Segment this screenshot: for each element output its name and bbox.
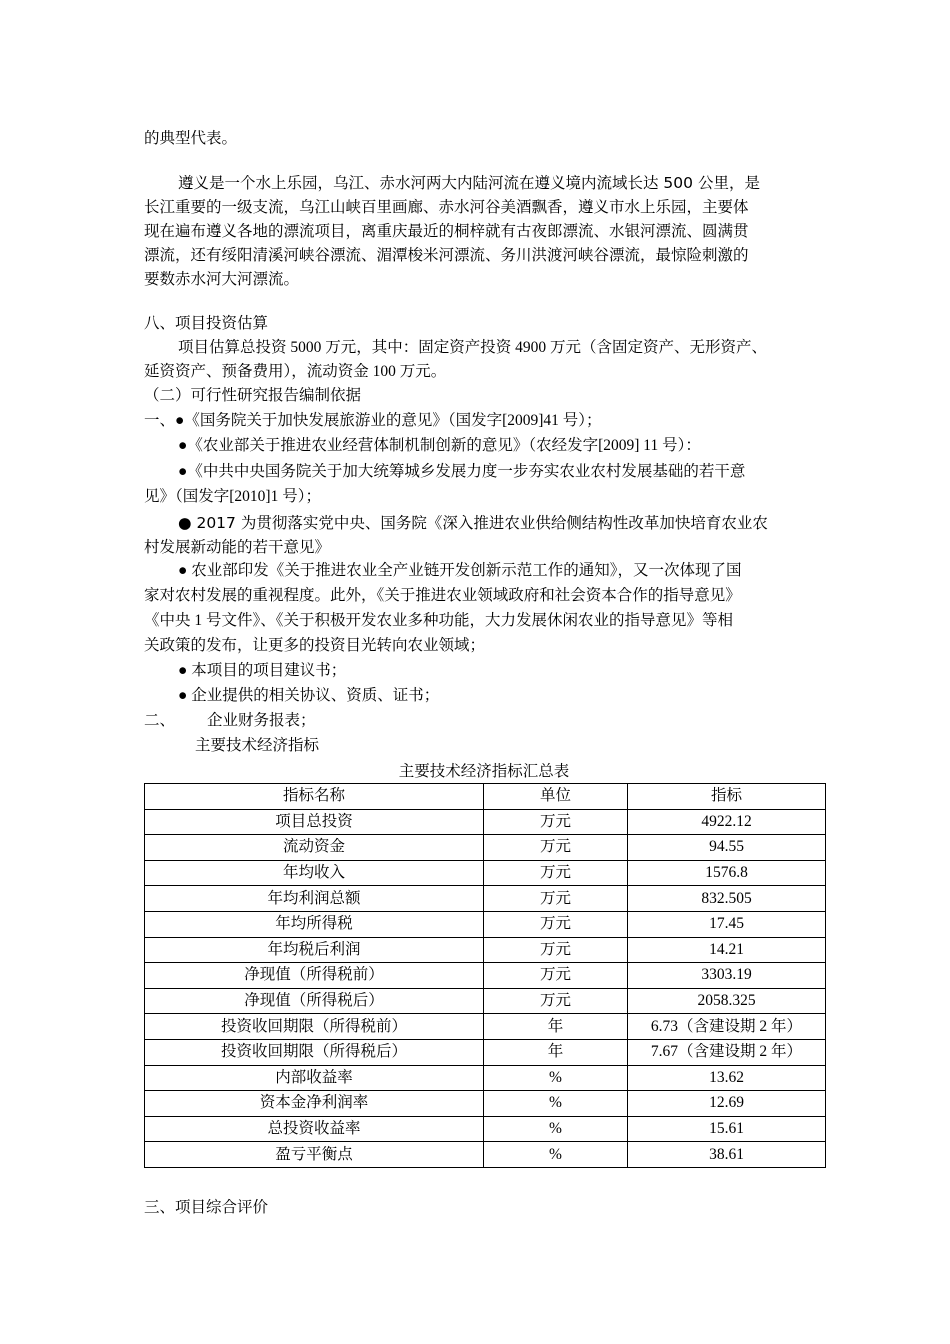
cell-value: 1576.8 <box>628 860 826 886</box>
cell-value: 12.69 <box>628 1091 826 1117</box>
table-caption: 主要技术经济指标汇总表 <box>398 763 570 780</box>
intro-paragraph-line: 遵义是一个水上乐园，乌江、赤水河两大内陆河流在遵义境内流域长达 500 公里，是 <box>178 174 760 192</box>
cell-value: 94.55 <box>628 835 826 861</box>
table-row <box>145 937 826 963</box>
header-unit: 单位 <box>484 784 628 810</box>
cell-indicator-name: 净现值（所得税前） <box>145 963 484 989</box>
section-2-subtitle: 主要技术经济指标 <box>195 737 320 754</box>
section-8-title: 八、项目投资估算 <box>144 315 269 332</box>
basis-title: （二）可行性研究报告编制依据 <box>144 387 362 404</box>
cell-value: 14.21 <box>628 937 826 963</box>
basis-item-3-line: 见》（国发字[2010]1 号）； <box>144 488 321 505</box>
cell-value: 17.45 <box>628 911 826 937</box>
cell-unit: 年 <box>484 1014 628 1040</box>
section-2-heading <box>144 710 316 732</box>
basis-item-6: ● 本项目的项目建议书； <box>178 662 347 679</box>
cell-value: 3303.19 <box>628 963 826 989</box>
cell-indicator-name: 资本金净利润率 <box>145 1091 484 1117</box>
basis-item-2: ●《农业部关于推进农业经营体制机制创新的意见》（农经发字[2009] 11 号）： <box>178 437 701 454</box>
section-8-line: 延资资产、预备费用），流动资金 100 万元。 <box>144 363 447 380</box>
basis-item-5-line: 家对农村发展的重视程度。此外，《关于推进农业领域政府和社会资本合作的指导意见》 <box>144 587 741 604</box>
cell-indicator-name: 年均收入 <box>145 860 484 886</box>
table-row <box>145 1142 826 1168</box>
basis-item-4-line: ● 2017 为贯彻落实党中央、国务院《深入推进农业供给侧结构性改革加快培育农业农 <box>178 514 768 532</box>
cell-indicator-name: 年均利润总额 <box>145 886 484 912</box>
cell-value: 6.73（含建设期 2 年） <box>628 1014 826 1040</box>
cell-indicator-name: 流动资金 <box>145 835 484 861</box>
cell-value: 13.62 <box>628 1065 826 1091</box>
intro-line-0: 的典型代表。 <box>144 129 238 147</box>
table-row <box>145 911 826 937</box>
table-row <box>145 1091 826 1117</box>
table-row <box>145 1065 826 1091</box>
kpi-table <box>144 783 826 1168</box>
table-header-row <box>145 784 826 810</box>
basis-item-5-line: 《中央 1 号文件》、《关于积极开发农业多种功能，大力发展休闲农业的指导意见》等相 <box>144 612 734 629</box>
intro-paragraph-line: 要数赤水河大河漂流。 <box>144 270 300 288</box>
table-row <box>145 988 826 1014</box>
basis-item-7: ● 企业提供的相关协议、资质、证书； <box>178 687 440 704</box>
cell-value: 15.61 <box>628 1116 826 1142</box>
basis-item-3-line: ●《中共中央国务院关于加大统筹城乡发展力度一步夯实农业农村发展基础的若干意 <box>178 463 746 480</box>
cell-unit: 万元 <box>484 963 628 989</box>
table-row <box>145 886 826 912</box>
cell-unit: 万元 <box>484 911 628 937</box>
cell-indicator-name: 投资收回期限（所得税前） <box>145 1014 484 1040</box>
intro-paragraph-line: 现在遍布遵义各地的漂流项目，离重庆最近的桐梓就有古夜郎漂流、水银河漂流、圆满贯 <box>144 222 749 240</box>
section-8-line: 项目估算总投资 5000 万元，其中：固定资产投资 4900 万元（含固定资产、无形资产、 <box>178 339 768 356</box>
cell-unit: 万元 <box>484 937 628 963</box>
table-row <box>145 835 826 861</box>
table-row <box>145 860 826 886</box>
cell-value: 38.61 <box>628 1142 826 1168</box>
cell-indicator-name: 投资收回期限（所得税后） <box>145 1039 484 1065</box>
cell-value: 7.67（含建设期 2 年） <box>628 1039 826 1065</box>
cell-indicator-name: 总投资收益率 <box>145 1116 484 1142</box>
cell-unit: 万元 <box>484 835 628 861</box>
basis-item-1: 一、●《国务院关于加快发展旅游业的意见》（国发字[2009]41 号）； <box>144 412 602 429</box>
basis-item-4-line: 村发展新动能的若干意见》 <box>144 538 331 556</box>
cell-unit: % <box>484 1065 628 1091</box>
table-row <box>145 1014 826 1040</box>
cell-unit: 万元 <box>484 860 628 886</box>
header-value: 指标 <box>628 784 826 810</box>
table-row <box>145 1116 826 1142</box>
cell-indicator-name: 盈亏平衡点 <box>145 1142 484 1168</box>
cell-indicator-name: 年均所得税 <box>145 911 484 937</box>
cell-value: 2058.325 <box>628 988 826 1014</box>
header-indicator-name: 指标名称 <box>145 784 484 810</box>
cell-unit: 万元 <box>484 809 628 835</box>
cell-indicator-name: 净现值（所得税后） <box>145 988 484 1014</box>
table-row <box>145 809 826 835</box>
section-2-title: 企业财务报表； <box>207 712 316 729</box>
intro-paragraph-line: 漂流，还有绥阳清溪河峡谷漂流、湄潭梭米河漂流、务川洪渡河峡谷漂流，最惊险刺激的 <box>144 246 749 264</box>
cell-unit: 万元 <box>484 988 628 1014</box>
cell-indicator-name: 年均税后利润 <box>145 937 484 963</box>
cell-unit: 年 <box>484 1039 628 1065</box>
section-2-prefix: 二、 <box>144 712 176 729</box>
cell-unit: % <box>484 1142 628 1168</box>
cell-indicator-name: 项目总投资 <box>145 809 484 835</box>
cell-unit: % <box>484 1116 628 1142</box>
intro-paragraph-line: 长江重要的一级支流，乌江山峡百里画廊、赤水河谷美酒飘香，遵义市水上乐园，主要体 <box>144 198 749 216</box>
basis-item-5-line: 关政策的发布，让更多的投资目光转向农业领域； <box>144 637 486 654</box>
cell-unit: 万元 <box>484 886 628 912</box>
cell-value: 832.505 <box>628 886 826 912</box>
cell-value: 4922.12 <box>628 809 826 835</box>
cell-unit: % <box>484 1091 628 1117</box>
basis-item-5-line: ● 农业部印发《关于推进农业全产业链开发创新示范工作的通知》，又一次体现了国 <box>178 562 742 579</box>
table-row <box>145 1039 826 1065</box>
section-3-title: 三、项目综合评价 <box>144 1199 269 1216</box>
cell-indicator-name: 内部收益率 <box>145 1065 484 1091</box>
table-row <box>145 963 826 989</box>
